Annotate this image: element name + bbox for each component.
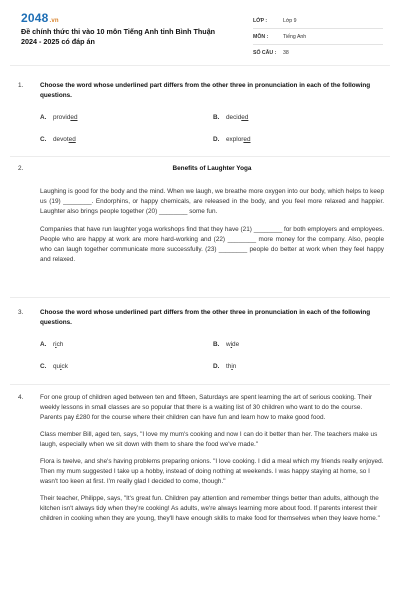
question-number: 3. bbox=[18, 309, 24, 316]
logo-suffix: .vn bbox=[49, 18, 59, 24]
option-b[interactable] bbox=[213, 113, 373, 123]
divider bbox=[10, 65, 390, 66]
option-d[interactable] bbox=[213, 135, 373, 145]
meta-label: SỐ CÂU : bbox=[253, 49, 277, 56]
underlined-part: i bbox=[230, 341, 233, 348]
option-letter: D. bbox=[213, 136, 220, 143]
passage-paragraph: Class member Bill, aged ten, says, "I love my mum's cooking and now I can do it better than her. The teachers make us laugh, especially when we sit down with them to share the food we've made." bbox=[40, 431, 378, 448]
site-logo[interactable] bbox=[21, 11, 59, 25]
meta-row-count bbox=[253, 45, 383, 60]
option-letter: A. bbox=[40, 114, 47, 121]
page-title-line-1: Đề chính thức thi vào 10 môn Tiếng Anh tỉnh Bình Thuận bbox=[21, 27, 216, 36]
underlined-part: ed bbox=[70, 114, 78, 121]
option-letter: B. bbox=[213, 341, 220, 348]
question-1 bbox=[18, 81, 384, 151]
answer-options bbox=[40, 337, 384, 377]
option-d[interactable] bbox=[213, 362, 373, 372]
option-c[interactable] bbox=[40, 362, 200, 372]
question-instruction: Choose the word whose underlined part differs from the other three in pronunciation in each of the following questions. bbox=[40, 309, 371, 326]
divider bbox=[10, 297, 390, 298]
underlined-part: i bbox=[231, 363, 233, 370]
underlined-part: ed bbox=[243, 136, 251, 143]
passage-title: Benefits of Laughter Yoga bbox=[172, 165, 252, 172]
page-title-line-2: 2024 - 2025 có đáp án bbox=[21, 37, 95, 46]
passage-paragraph: For one group of children aged between ten and fifteen, Saturdays are spent learning the art of serious cooking. Their weekly lessons in small classes are so popular that there is a waiting list of 30 children who want to do the course. Parents pay £280 for the course where their children can have fun and learn how to make good food. bbox=[40, 394, 373, 421]
divider bbox=[10, 156, 390, 157]
question-4 bbox=[18, 393, 384, 598]
meta-row-subject bbox=[253, 29, 383, 45]
option-text: explor bbox=[226, 136, 244, 143]
option-text: qu bbox=[53, 363, 61, 370]
passage-paragraph: Companies that have run laughter yoga workshops find that they have (21) ________ for both employers and employees. People who are happy at work are more hard-working and (22) ________ more money for the company. Also, people who can laugh together communicate more successfully. (23) ________ people do better at work when they feel happy and relaxed. bbox=[40, 226, 384, 263]
divider bbox=[10, 384, 390, 385]
option-a[interactable] bbox=[40, 340, 200, 350]
question-body bbox=[40, 164, 384, 273]
meta-value: Tiếng Anh bbox=[283, 33, 307, 40]
meta-label: MÔN : bbox=[253, 33, 269, 40]
logo-text: 2048 bbox=[21, 11, 49, 25]
option-text: th bbox=[226, 363, 232, 370]
option-text-end: de bbox=[232, 341, 240, 348]
answer-options bbox=[40, 110, 384, 150]
question-number: 2. bbox=[18, 165, 24, 172]
option-c[interactable] bbox=[40, 135, 200, 145]
option-letter: B. bbox=[213, 114, 220, 121]
option-text: decid bbox=[226, 114, 242, 121]
meta-row-class bbox=[253, 13, 383, 29]
question-body bbox=[40, 393, 384, 531]
question-body bbox=[40, 81, 384, 150]
option-text: r bbox=[53, 341, 56, 348]
meta-label: LỚP : bbox=[253, 17, 268, 24]
header bbox=[0, 0, 400, 62]
option-text: w bbox=[226, 341, 231, 348]
option-b[interactable] bbox=[213, 340, 373, 350]
underlined-part: ed bbox=[241, 114, 249, 121]
option-text-end: n bbox=[232, 363, 237, 370]
option-text: devot bbox=[53, 136, 69, 143]
option-letter: C. bbox=[40, 363, 47, 370]
passage-paragraph: Laughing is good for the body and the mind. When we laugh, we breathe more oxygen into our body, which helps to keep us (19) ________. Endorphins, or happy chemicals, are released in the body, and you feel more relaxed and happier. Laughter also brings people together (20) ________ some fun. bbox=[40, 188, 384, 215]
question-2 bbox=[18, 164, 384, 294]
question-number: 4. bbox=[18, 394, 24, 401]
option-a[interactable] bbox=[40, 113, 200, 123]
option-letter: A. bbox=[40, 341, 47, 348]
question-body bbox=[40, 308, 384, 377]
option-text-end: ck bbox=[61, 363, 68, 370]
meta-value: Lớp 9 bbox=[283, 17, 297, 24]
underlined-part: i bbox=[60, 363, 62, 370]
passage-paragraph: Their teacher, Philippe, says, "It's great fun. Children pay attention and remember things better than adults, although the kitchen isn't always tidy when they're cooking! As adults, we're always learning more about food. If parents interest their children in cooking when they are young, they'll have enough skills to make food for themselves when they leave home." bbox=[40, 495, 380, 522]
page-title bbox=[21, 27, 246, 47]
underlined-part: ed bbox=[68, 136, 76, 143]
passage-paragraph: Flora is twelve, and she's having problems preparing onions. "I love cooking. I did a meal which my friends really enjoyed. Then my mum suggested I take up a hobby, instead of doing nothing at weekends. I was happy staying at home, so I wasn't too keen at first. I'm really glad I decided to come, though." bbox=[40, 458, 384, 485]
option-text: provid bbox=[53, 114, 71, 121]
underlined-part: i bbox=[55, 341, 57, 348]
option-letter: D. bbox=[213, 363, 220, 370]
exam-meta bbox=[253, 13, 383, 60]
question-number: 1. bbox=[18, 82, 24, 89]
question-3 bbox=[18, 308, 384, 378]
option-letter: C. bbox=[40, 136, 47, 143]
option-text-end: ch bbox=[56, 341, 64, 348]
question-instruction: Choose the word whose underlined part differs from the other three in pronunciation in each of the following questions. bbox=[40, 82, 371, 99]
meta-value: 38 bbox=[283, 49, 289, 56]
